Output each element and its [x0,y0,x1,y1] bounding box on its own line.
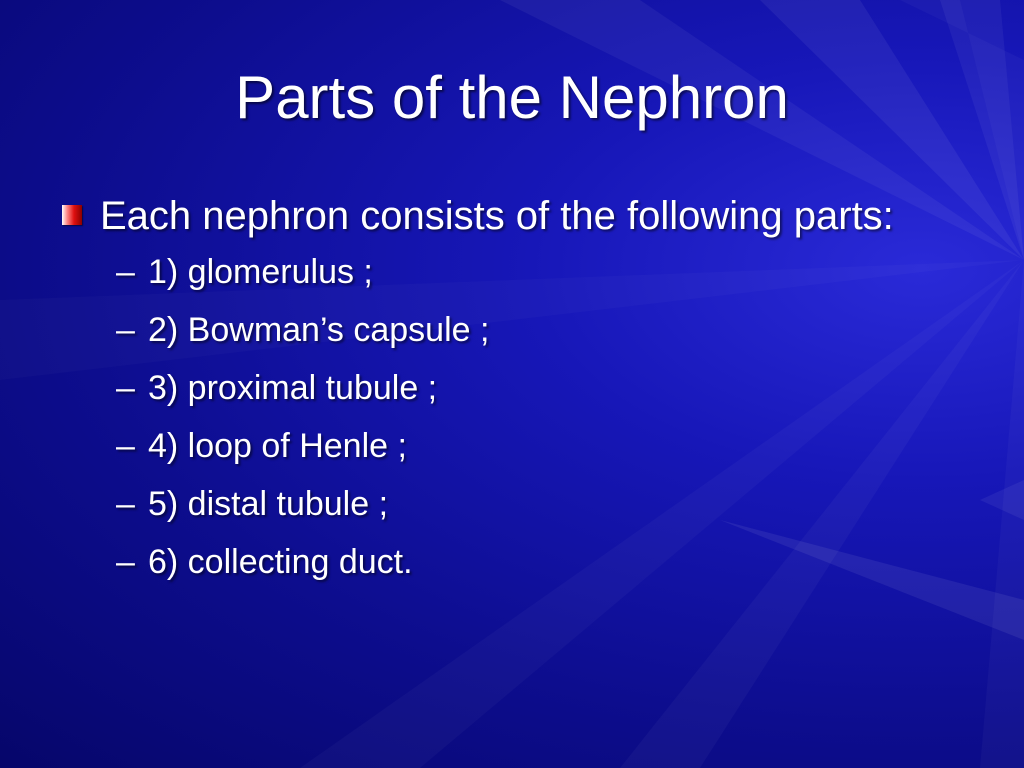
sub-bullet-text: 6) collecting duct. [148,543,413,581]
sub-bullet-item [116,424,962,482]
sub-bullet-item [116,250,962,308]
dash-marker: – [116,543,135,581]
slide-title: Parts of the Nephron [235,64,789,131]
dash-marker: – [116,369,135,407]
dash-marker: – [116,427,135,465]
sub-bullet-text: 5) distal tubule ; [148,485,389,523]
bullet-item [62,190,962,242]
sub-bullet-text: 3) proximal tubule ; [148,369,438,407]
sub-bullet-item [116,540,962,598]
sub-bullet-list [116,250,962,598]
dash-marker: – [116,253,135,291]
sub-bullet-item [116,308,962,366]
sub-bullet-item [116,482,962,540]
sub-bullet-text: 1) glomerulus ; [148,253,373,291]
sub-bullet-text: 2) Bowman’s capsule ; [148,311,490,349]
red-square-bullet-icon [62,205,82,225]
slide-content [62,190,962,598]
dash-marker: – [116,311,135,349]
dash-marker: – [116,485,135,523]
sub-bullet-item [116,366,962,424]
bullet-text: Each nephron consists of the following parts: [100,194,894,238]
sub-bullet-text: 4) loop of Henle ; [148,427,407,465]
